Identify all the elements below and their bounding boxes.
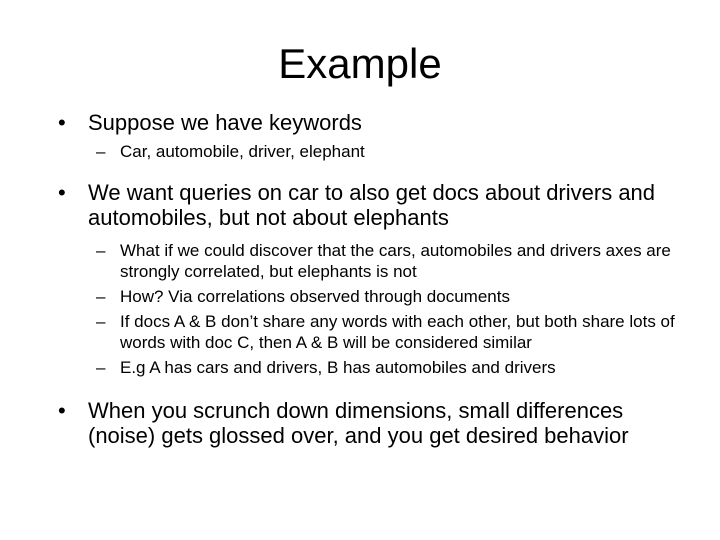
bullet-dimensions: [56, 398, 696, 448]
bullet-dot-icon: •: [58, 180, 66, 205]
dash-icon: –: [96, 312, 106, 331]
slide-body: [56, 110, 696, 448]
bullet-text: Suppose we have keywords: [88, 110, 362, 135]
bullet-keywords: [56, 110, 696, 135]
sub-bullet-docs-similar: [56, 311, 696, 353]
sub-bullet-text: What if we could discover that the cars, automobiles and drivers axes are strongly correlated, but elephants is not: [120, 241, 671, 281]
bullet-text: We want queries on car to also get docs about drivers and automobiles, but not about elephants: [88, 180, 656, 230]
dash-icon: –: [96, 241, 106, 260]
sub-bullet-text: How? Via correlations observed through documents: [120, 287, 510, 306]
bullet-text: When you scrunch down dimensions, small differences (noise) gets glossed over, and you get desired behavior: [88, 398, 629, 448]
dash-icon: –: [96, 287, 106, 306]
sub-bullet-example: [56, 357, 696, 378]
bullet-dot-icon: •: [58, 398, 66, 423]
sub-bullet-text: E.g A has cars and drivers, B has automobiles and drivers: [120, 358, 556, 377]
sub-bullet-how: [56, 286, 696, 307]
sub-bullet-keyword-list: [56, 141, 696, 162]
slide-title: Example: [278, 40, 442, 87]
sub-bullet-text: Car, automobile, driver, elephant: [120, 142, 365, 161]
bullet-dot-icon: •: [58, 110, 66, 135]
sub-bullet-correlated: [56, 240, 696, 282]
dash-icon: –: [96, 142, 106, 161]
bullet-queries: [56, 180, 696, 230]
dash-icon: –: [96, 358, 106, 377]
sub-bullet-text: If docs A & B don’t share any words with each other, but both share lots of words with doc C, then A & B will be considered similar: [120, 312, 675, 352]
